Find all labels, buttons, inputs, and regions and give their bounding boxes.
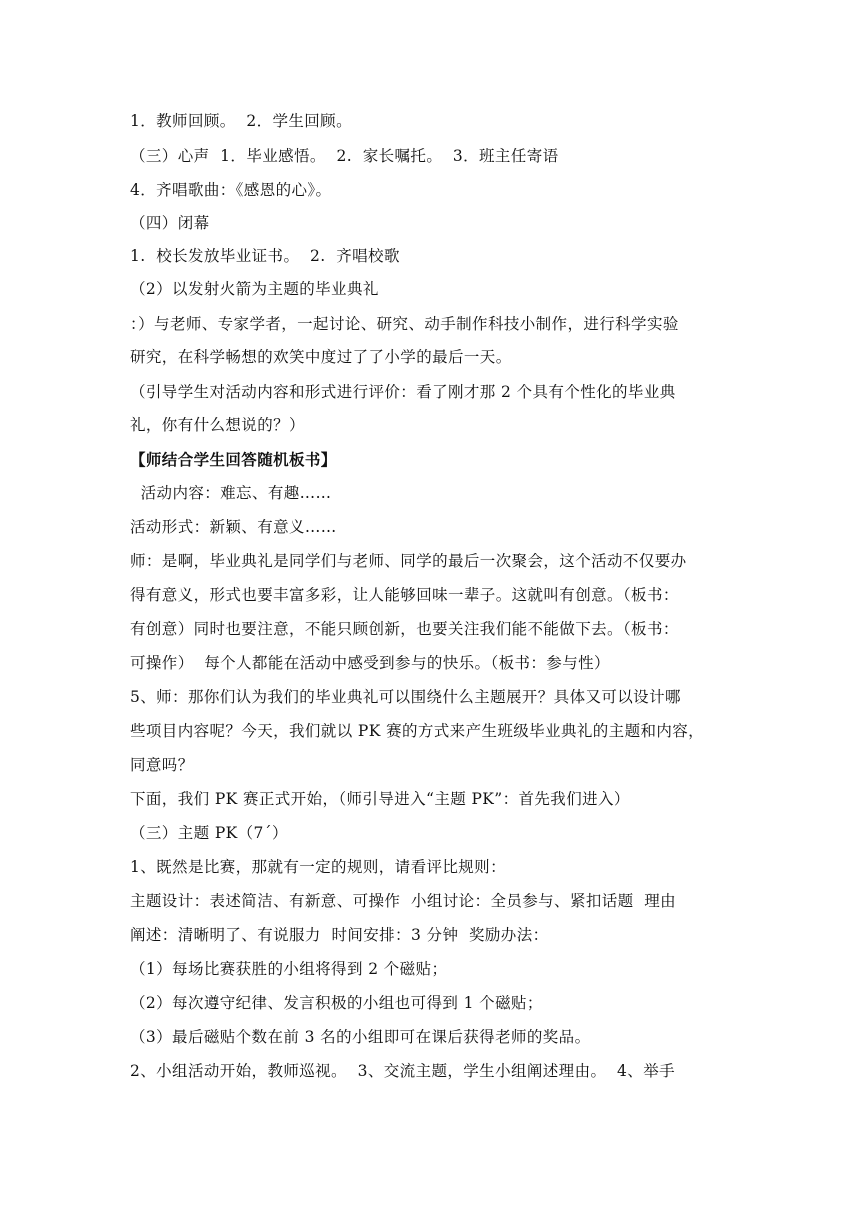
text-line: 4．齐唱歌曲：《感恩的心》。 xyxy=(130,181,332,199)
text-line: 5、师：那你们认为我们的毕业典礼可以围绕什么主题展开？具体又可以设计哪 xyxy=(130,688,681,706)
text-line: 同意吗？ xyxy=(130,756,194,774)
text-line: 2、小组活动开始，教师巡视。 3、交流主题，学生小组阐述理由。 4、举手 xyxy=(130,1062,675,1080)
text-line: （引导学生对活动内容和形式进行评价：看了刚才那 2 个具有个性化的毕业典 xyxy=(130,383,676,401)
text-line: 下面，我们 PK 赛正式开始，（师引导进入“主题 PK”：首先我们进入） xyxy=(130,790,630,808)
text-line: 有创意）同时也要注意，不能只顾创新，也要关注我们能不能做下去。（板书： xyxy=(130,620,679,638)
text-line: 活动内容：难忘、有趣…… xyxy=(130,484,332,502)
text-line: 主题设计：表述简洁、有新意、可操作 小组讨论：全员参与、紧扣话题 理由 xyxy=(130,892,677,910)
text-line: （三）主题 PK（7´） xyxy=(130,824,288,842)
text-line: 阐述：清晰明了、有说服力 时间安排：3 分钟 奖励办法： xyxy=(130,926,549,944)
text-line: 礼，你有什么想说的？） xyxy=(130,416,305,434)
text-line: 得有意义，形式也要丰富多彩，让人能够回味一辈子。这就叫有创意。（板书： xyxy=(130,586,679,604)
text-line: （四）闭幕 xyxy=(130,214,210,232)
text-line: （2）以发射火箭为主题的毕业典礼 xyxy=(130,280,379,298)
text-line: 师：是啊，毕业典礼是同学们与老师、同学的最后一次聚会，这个活动不仅要办 xyxy=(130,552,687,570)
text-line: 1. 校长发放毕业证书。 2. 齐唱校歌 xyxy=(130,247,400,265)
text-line: （3）最后磁贴个数在前 3 名的小组即可在课后获得老师的奖品。 xyxy=(130,1028,591,1046)
text-line: （2）每次遵守纪律、发言积极的小组也可得到 1 个磁贴； xyxy=(130,994,543,1012)
text-line: 活动形式：新颖、有意义…… xyxy=(130,518,337,536)
text-line: ：）与老师、专家学者，一起讨论、研究、动手制作科技小制作，进行科学实验 xyxy=(130,315,679,333)
text-line: 研究，在科学畅想的欢笑中度过了了小学的最后一天。 xyxy=(130,348,512,366)
text-line: （三）心声 1．毕业感悟。 2. 家长嘱托。 3．班主任寄语 xyxy=(130,147,559,165)
text-line: 1．教师回顾。 2．学生回顾。 xyxy=(130,112,352,130)
text-line: （1）每场比赛获胜的小组将得到 2 个磁贴； xyxy=(130,960,448,978)
text-line: 些项目内容呢？今天，我们就以 PK 赛的方式来产生班级毕业典礼的主题和内容， xyxy=(130,722,705,740)
text-line: 可操作） 每个人都能在活动中感受到参与的快乐。（板书：参与性） xyxy=(130,654,610,672)
board-heading: 【师结合学生回答随机板书】 xyxy=(130,450,337,469)
text-line: 1、既然是比赛，那就有一定的规则，请看评比规则： xyxy=(130,858,506,876)
